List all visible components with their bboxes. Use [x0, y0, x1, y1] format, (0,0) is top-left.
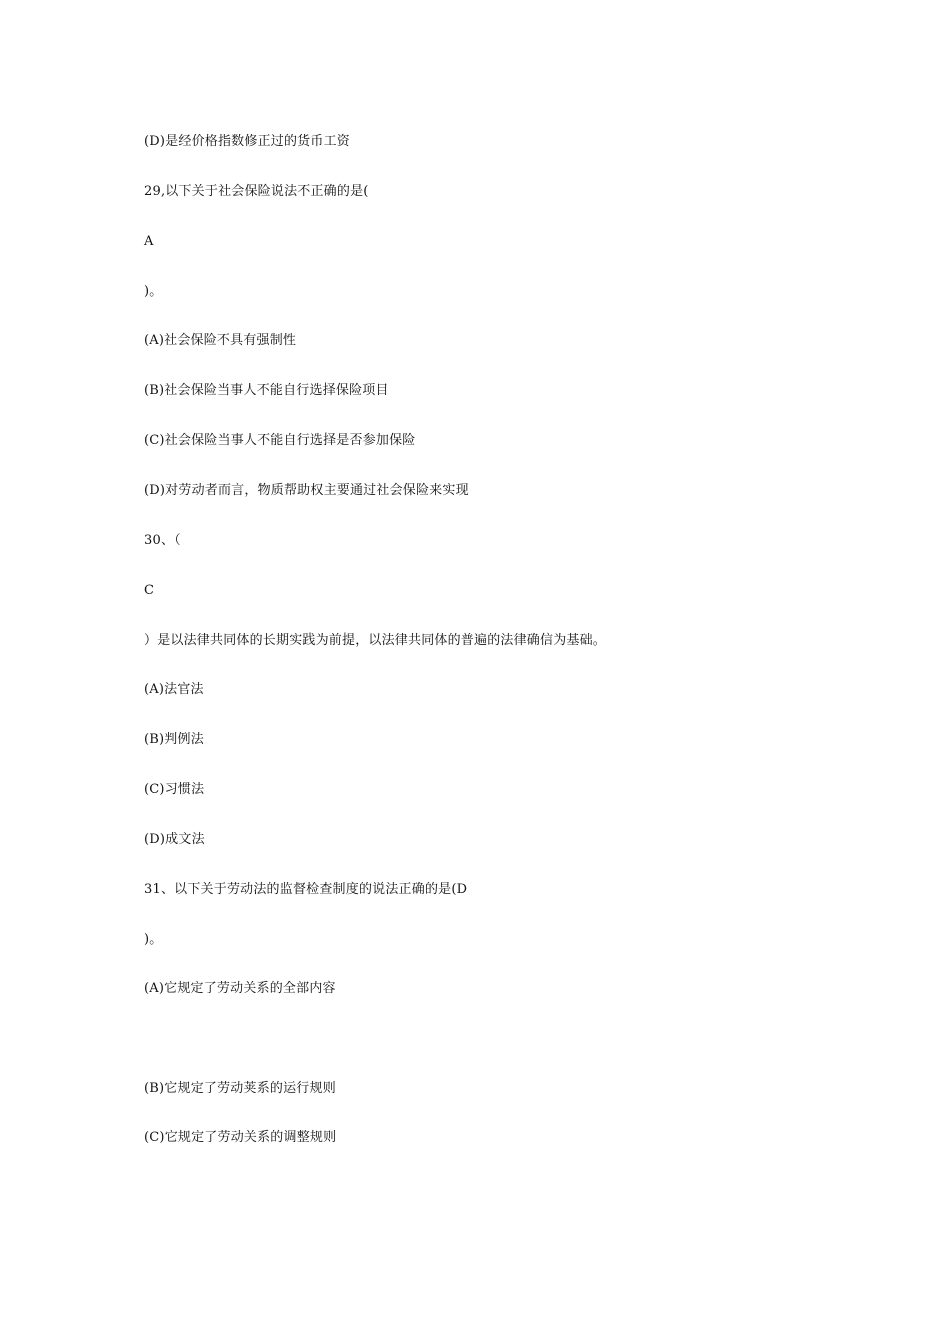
- option-c-q30: (C)习惯法: [144, 782, 205, 797]
- question-29-close: )。: [144, 284, 163, 299]
- option-d-q30: (D)成文法: [144, 832, 205, 847]
- question-30-number: 30、（: [144, 533, 181, 548]
- option-d-q28: (D)是经价格指数修正过的货币工资: [144, 134, 350, 149]
- question-29-answer: A: [144, 234, 154, 249]
- question-29-text: 29,以下关于社会保险说法不正确的是(: [144, 184, 369, 199]
- option-b-q31: (B)它规定了劳动荚系的运行规则: [144, 1081, 336, 1096]
- option-b-q29: (B)社会保险当事人不能自行选择保险项目: [144, 383, 389, 398]
- option-d-q29: (D)对劳动者而言，物质帮助权主要通过社会保险来实现: [144, 483, 469, 498]
- option-a-q29: (A)社会保险不具有强制性: [144, 333, 297, 348]
- option-b-q30: (B)判例法: [144, 732, 204, 747]
- question-30-answer: C: [144, 583, 155, 598]
- question-31-close: )。: [144, 932, 163, 947]
- question-30-text: ）是以法律共同体的长期实践为前提，以法律共同体的普遍的法律确信为基础。: [144, 633, 607, 648]
- option-c-q29: (C)社会保险当事人不能自行选择是否参加保险: [144, 433, 416, 448]
- option-a-q31: (A)它规定了劳动关系的全部内容: [144, 981, 336, 996]
- question-31-text: 31、以下关于劳动法的监督检查制度的说法正确的是(D: [144, 882, 468, 897]
- option-c-q31: (C)它规定了劳动关系的调整规则: [144, 1130, 337, 1145]
- option-a-q30: (A)法官法: [144, 682, 204, 697]
